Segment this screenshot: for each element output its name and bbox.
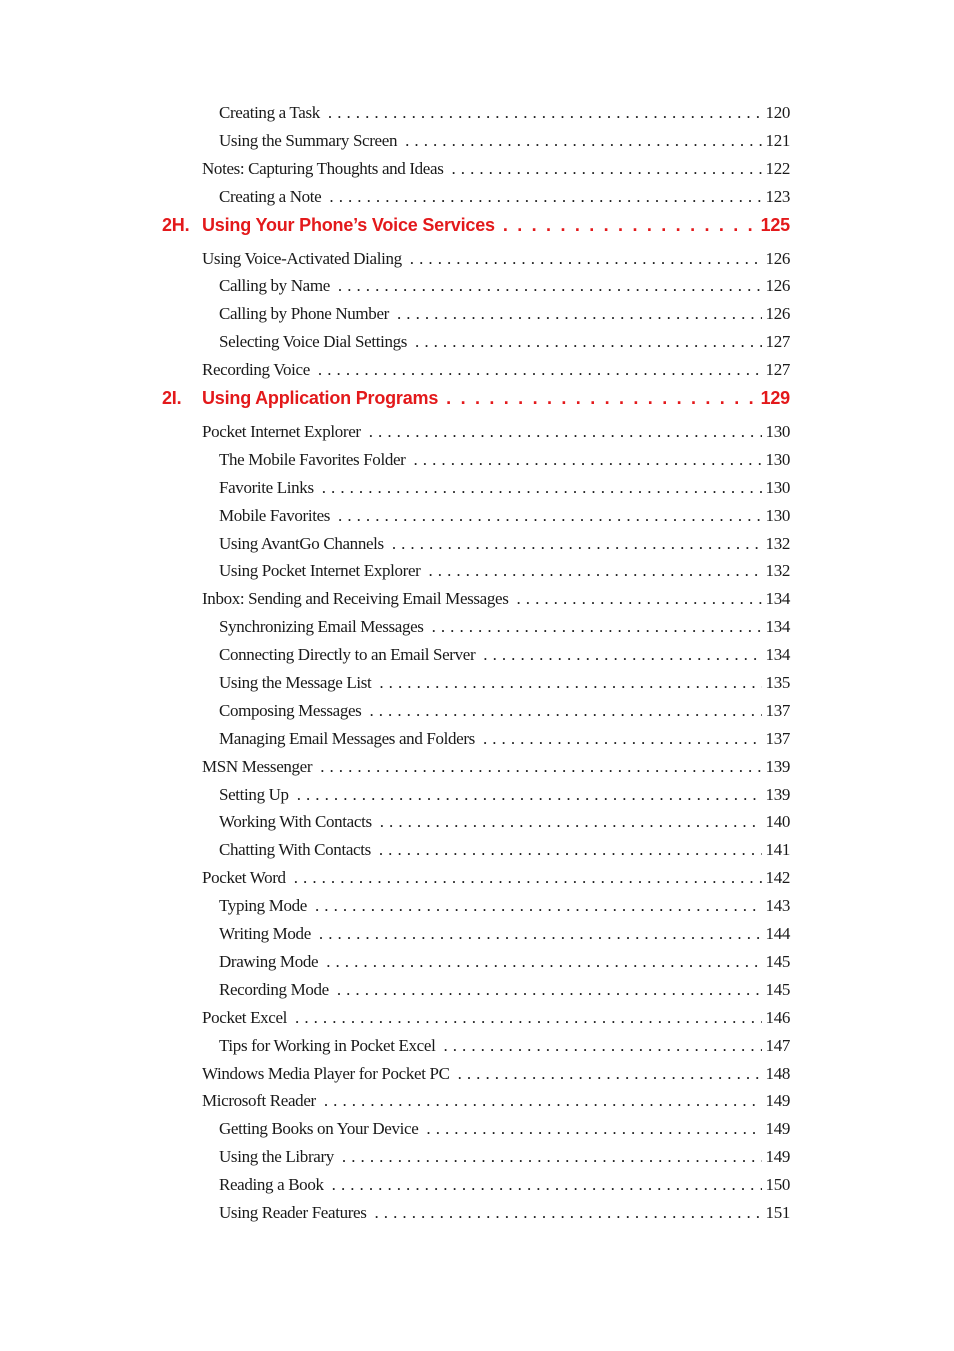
dot-leader: [380, 812, 762, 832]
page-number: 137: [765, 700, 790, 720]
chapter-number: 2I.: [162, 388, 182, 409]
page-number: 141: [765, 840, 790, 860]
entry-title: Working With Contacts: [219, 812, 380, 832]
dot-leader: [338, 506, 762, 526]
entry-title: Using Voice-Activated Dialing: [202, 249, 410, 269]
entry-title: Tips for Working in Pocket Excel: [219, 1036, 443, 1056]
toc-entry[interactable]: [0, 332, 954, 360]
page-number: 132: [765, 533, 790, 553]
entry-title: Using Pocket Internet Explorer: [219, 561, 428, 581]
page-number: 143: [765, 896, 790, 916]
toc-entry[interactable]: [0, 924, 954, 952]
page-number: 127: [765, 332, 790, 352]
toc-entry[interactable]: [0, 249, 954, 277]
toc-entry[interactable]: [0, 1008, 954, 1036]
toc-entry[interactable]: [0, 103, 954, 131]
page-number: 122: [765, 158, 790, 178]
entry-title: Chatting With Contacts: [219, 840, 379, 860]
toc-entry[interactable]: [0, 478, 954, 506]
entry-title: Pocket Internet Explorer: [202, 422, 369, 442]
toc-entry[interactable]: [0, 1175, 954, 1203]
dot-leader: [295, 1008, 762, 1028]
page-number: 151: [765, 1202, 790, 1222]
toc-entry[interactable]: [0, 534, 954, 562]
entry-title: Using Reader Features: [219, 1203, 375, 1223]
page-number: 149: [765, 1091, 790, 1111]
toc-entry[interactable]: [0, 1119, 954, 1147]
entry-title: Using the Summary Screen: [219, 131, 405, 151]
page-number: 126: [765, 276, 790, 296]
dot-leader: [483, 645, 761, 665]
entry-title: Creating a Note: [219, 187, 329, 207]
toc-entry[interactable]: [0, 360, 954, 388]
dot-leader: [337, 980, 762, 1000]
toc-entry[interactable]: [0, 645, 954, 673]
page-number: 123: [765, 186, 790, 206]
page-number: 130: [765, 477, 790, 497]
entry-title: Mobile Favorites: [219, 506, 338, 526]
dot-leader: [410, 249, 762, 269]
toc-entry[interactable]: [0, 701, 954, 729]
page-number: 145: [765, 951, 790, 971]
dot-leader: [329, 187, 761, 207]
page-number: 120: [765, 103, 790, 122]
entry-title: Recording Mode: [219, 980, 337, 1000]
dot-leader: [483, 729, 762, 749]
dot-leader: [426, 1119, 761, 1139]
dot-leader: [342, 1147, 762, 1167]
entry-title: Typing Mode: [219, 896, 315, 916]
dot-leader: [326, 952, 761, 972]
page-number: 132: [765, 561, 790, 581]
entry-title: Pocket Word: [202, 868, 294, 888]
chapter-number: 2H.: [162, 214, 190, 235]
dot-leader: [318, 360, 762, 380]
entry-title: The Mobile Favorites Folder: [219, 450, 414, 470]
dot-leader: [451, 159, 761, 179]
page-number: 144: [765, 924, 790, 944]
page-number: 139: [765, 784, 790, 804]
dot-leader: [375, 1203, 762, 1223]
page-number: 126: [765, 304, 790, 324]
entry-title: Connecting Directly to an Email Server: [219, 645, 483, 665]
dot-leader: [405, 131, 761, 151]
toc-entry[interactable]: [0, 729, 954, 757]
dot-leader: [369, 422, 762, 442]
dot-leader: [428, 561, 761, 581]
entry-title: Recording Voice: [202, 360, 318, 380]
dot-leader: [446, 388, 756, 409]
page-number: 137: [765, 728, 790, 748]
toc-entry[interactable]: [0, 840, 954, 868]
toc-entry[interactable]: [0, 868, 954, 896]
toc-entry[interactable]: [0, 1147, 954, 1175]
page-number: 150: [765, 1175, 790, 1195]
page-number: 127: [765, 360, 790, 380]
dot-leader: [315, 896, 762, 916]
toc-entry[interactable]: [0, 785, 954, 813]
dot-leader: [320, 757, 761, 777]
toc-entry[interactable]: [0, 159, 954, 187]
entry-title: Using the Message List: [219, 673, 379, 693]
entry-title: Calling by Name: [219, 276, 338, 296]
page-number: 149: [765, 1119, 790, 1139]
toc-entry[interactable]: [0, 1203, 954, 1231]
toc-entry[interactable]: [0, 812, 954, 840]
page-number: 147: [765, 1035, 790, 1055]
toc-entry[interactable]: [0, 673, 954, 701]
page-number: 129: [760, 388, 790, 409]
page-number: 142: [765, 868, 790, 888]
entry-title: Using Your Phone’s Voice Services: [202, 215, 503, 236]
toc-entry[interactable]: [0, 187, 954, 215]
dot-leader: [369, 701, 761, 721]
page-number: 135: [765, 673, 790, 693]
dot-leader: [379, 673, 761, 693]
toc-entry[interactable]: [0, 757, 954, 785]
entry-title: Windows Media Player for Pocket PC: [202, 1064, 458, 1084]
toc-chapter-entry[interactable]: [0, 388, 954, 422]
dot-leader: [392, 534, 762, 554]
toc-entry[interactable]: [0, 1036, 954, 1064]
page-number: 134: [765, 589, 790, 609]
dot-leader: [516, 589, 761, 609]
entry-title: Creating a Task: [219, 103, 328, 123]
page-number: 126: [765, 248, 790, 268]
entry-title: Calling by Phone Number: [219, 304, 397, 324]
dot-leader: [294, 868, 762, 888]
toc-entry[interactable]: [0, 896, 954, 924]
dot-leader: [332, 1175, 762, 1195]
toc-chapter-entry[interactable]: [0, 215, 954, 249]
dot-leader: [432, 617, 762, 637]
dot-leader: [319, 924, 762, 944]
entry-title: Composing Messages: [219, 701, 369, 721]
page-number: 125: [760, 214, 790, 235]
toc-entry[interactable]: [0, 617, 954, 645]
entry-title: Using the Library: [219, 1147, 342, 1167]
page-number: 130: [765, 422, 790, 442]
entry-title: Pocket Excel: [202, 1008, 295, 1028]
entry-title: Using AvantGo Channels: [219, 534, 392, 554]
dot-leader: [415, 332, 762, 352]
dot-leader: [328, 103, 762, 123]
page-number: 130: [765, 449, 790, 469]
page-number: 134: [765, 645, 790, 665]
dot-leader: [443, 1036, 761, 1056]
page-number: 121: [765, 130, 790, 150]
dot-leader: [324, 1091, 762, 1111]
toc-entry[interactable]: [0, 131, 954, 159]
entry-title: Notes: Capturing Thoughts and Ideas: [202, 159, 451, 179]
page-number: 149: [765, 1147, 790, 1167]
page-number: 134: [765, 617, 790, 637]
dot-leader: [379, 840, 762, 860]
entry-title: Microsoft Reader: [202, 1091, 324, 1111]
page-number: 139: [765, 756, 790, 776]
dot-leader: [322, 478, 762, 498]
dot-leader: [338, 276, 762, 296]
dot-leader: [297, 785, 762, 805]
entry-title: Selecting Voice Dial Settings: [219, 332, 415, 352]
entry-title: Managing Email Messages and Folders: [219, 729, 483, 749]
toc-entry[interactable]: [0, 422, 954, 450]
entry-title: Synchronizing Email Messages: [219, 617, 432, 637]
table-of-contents: [0, 103, 954, 1231]
entry-title: Reading a Book: [219, 1175, 332, 1195]
toc-entry[interactable]: [0, 952, 954, 980]
toc-entry[interactable]: [0, 450, 954, 478]
dot-leader: [458, 1064, 762, 1084]
toc-entry[interactable]: [0, 980, 954, 1008]
dot-leader: [414, 450, 762, 470]
entry-title: Setting Up: [219, 785, 297, 805]
entry-title: Getting Books on Your Device: [219, 1119, 426, 1139]
page-number: 130: [765, 505, 790, 525]
entry-title: Favorite Links: [219, 478, 322, 498]
dot-leader: [397, 304, 762, 324]
toc-entry[interactable]: [0, 1091, 954, 1119]
page-number: 140: [765, 812, 790, 832]
entry-title: MSN Messenger: [202, 757, 320, 777]
page-number: 148: [765, 1063, 790, 1083]
toc-entry[interactable]: [0, 304, 954, 332]
entry-title: Writing Mode: [219, 924, 319, 944]
toc-entry[interactable]: [0, 589, 954, 617]
toc-entry[interactable]: [0, 506, 954, 534]
page-number: 146: [765, 1007, 790, 1027]
page-number: 145: [765, 979, 790, 999]
toc-entry[interactable]: [0, 1064, 954, 1092]
dot-leader: [503, 215, 757, 236]
entry-title: Inbox: Sending and Receiving Email Messages: [202, 589, 516, 609]
entry-title: Using Application Programs: [202, 388, 446, 409]
toc-entry[interactable]: [0, 276, 954, 304]
entry-title: Drawing Mode: [219, 952, 326, 972]
toc-entry[interactable]: [0, 561, 954, 589]
